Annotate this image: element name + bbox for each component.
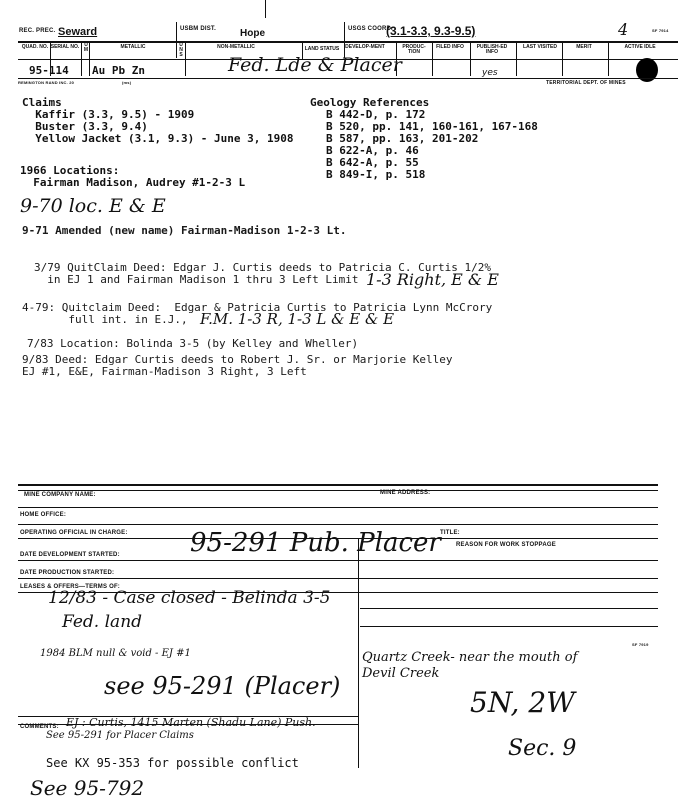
coord-hand: 5N, 2W <box>470 686 575 719</box>
handwritten-loc: 9-70 loc. E & E <box>20 195 166 217</box>
locations-line: Fairman Madison, Audrey #1-2-3 L <box>20 176 246 189</box>
quitclaim-479-b: full int. in E.J., <box>22 313 188 326</box>
metallic-value: Au Pb Zn <box>92 64 145 77</box>
geology-ref: B 442-D, p. 172 <box>326 108 426 121</box>
quartz-line-2: Devil Creek <box>362 666 440 681</box>
quitclaim-379-b: in EJ 1 and Fairman Madison 1 thru 3 Left Limit <box>34 273 359 286</box>
hand-big-number: 95-291 Pub. Placer <box>190 528 441 558</box>
hand-lease-1: 12/83 - Case closed - Belinda 3-5 <box>48 588 331 608</box>
top-tick <box>265 0 266 18</box>
usgs-coord-label: USGS COORD. <box>348 26 393 32</box>
claim-line: Buster (3.3, 9.4) <box>22 120 148 133</box>
card-code: SF 7914 <box>652 28 669 33</box>
deed-983-a: 9/83 Deed: Edgar Curtis deeds to Robert J. Sr. or Marjorie Kelley <box>22 353 453 366</box>
locations-heading: 1966 Locations: <box>20 164 120 177</box>
see-bottom: See 95-792 <box>30 776 145 800</box>
col-produc: PRODUC-TION <box>402 44 426 55</box>
comments-hand-2: See 95-291 for Placer Claims <box>46 730 194 741</box>
claims-heading: Claims <box>22 96 62 109</box>
col-serial: SERIAL NO. <box>50 44 80 50</box>
comments-hand-1: EJ : Curtis, 1415 Marten (Shadu Lane) Push. <box>66 716 316 729</box>
reason-label: REASON FOR WORK STOPPAGE <box>456 542 556 548</box>
col-develop: DEVELOP-MENT <box>345 44 385 50</box>
col-u2: U N S <box>179 42 183 58</box>
sec-hand: Sec. 9 <box>508 736 577 761</box>
usbm-dist-value: Hope <box>240 28 265 39</box>
location-783: 7/83 Location: Bolinda 3-5 (by Kelley and Wheller) <box>27 337 359 350</box>
col-lastvisited: LAST VISITED <box>523 44 557 50</box>
footer-left: REMINGTON RAND INC. 20 <box>18 80 75 85</box>
deed-983-b: EJ #1, E&E, Fairman-Madison 3 Right, 3 Left <box>22 365 307 378</box>
quitclaim-479-a: 4-79: Quitclaim Deed: Edgar & Patricia Curtis to Patricia Lynn McCrory <box>22 301 493 314</box>
quartz-line-1: Quartz Creek- near the mouth of <box>362 650 578 665</box>
geology-ref: B 642-A, p. 55 <box>326 156 419 169</box>
geology-ref: B 622-A, p. 46 <box>326 144 419 157</box>
locations-1966 <box>20 165 245 189</box>
comments-label: COMMENTS: <box>20 724 59 730</box>
col-land: LAND STATUS <box>304 46 340 52</box>
footer-right: TERRITORIAL DEPT. OF MINES <box>546 80 626 86</box>
hand-1984: 1984 BLM null & void - EJ #1 <box>40 648 191 659</box>
geology-ref: B 587, pp. 163, 201-202 <box>326 132 479 145</box>
lower-form <box>0 480 678 808</box>
date-dev-label: DATE DEVELOPMENT STARTED: <box>20 552 120 558</box>
quitclaim-479-hand: F.M. 1-3 R, 1-3 L & E & E <box>200 310 395 328</box>
col-nonmetallic: NON-METALLIC <box>217 44 255 50</box>
operating-official-label: OPERATING OFFICIAL IN CHARGE: <box>20 530 128 536</box>
col-filed: FILED INFO <box>436 44 464 50</box>
mine-address-label: MINE ADDRESS: <box>380 490 431 496</box>
geology-ref: B 520, pp. 141, 160-161, 167-168 <box>326 120 538 133</box>
corner-mark: 4 <box>618 20 629 39</box>
footer-mid: (ms) <box>122 80 132 85</box>
col-publish: PUBLISH-ED INFO <box>476 44 508 55</box>
conflict-note: See KX 95-353 for possible conflict <box>46 756 299 770</box>
quitclaim-379-a: 3/79 QuitClaim Deed: Edgar J. Curtis deeds to Patricia C. Curtis 1/2% <box>34 261 491 274</box>
header-block <box>0 22 678 88</box>
usgs-coord-value: (3.1-3.3, 9.3-9.5) <box>386 24 476 38</box>
publish-value: yes <box>482 68 498 78</box>
geology-ref: B 849-I, p. 518 <box>326 168 426 181</box>
rec-prec-label: REC. PREC. <box>19 28 56 34</box>
amended-note: 9-71 Amended (new name) Fairman-Madison 1-2-3 Lt. <box>22 224 347 237</box>
land-handwritten: Fed. Lde & Placer <box>228 54 402 76</box>
date-prod-label: DATE PRODUCTION STARTED: <box>20 570 115 576</box>
rec-prec-value: Seward <box>58 26 98 38</box>
col-merit: MERIT <box>576 44 592 50</box>
claim-line: Yellow Jacket (3.1, 9.3) - June 3, 1908 <box>22 132 294 145</box>
home-office-label: HOME OFFICE: <box>20 512 67 518</box>
col-u1: U M <box>83 42 89 53</box>
col-active: ACTIVE IDLE <box>624 44 656 50</box>
title-label: TITLE: <box>440 530 460 536</box>
col-quad: QUAD. NO. <box>21 44 49 50</box>
col-metallic: METALLIC <box>120 44 146 50</box>
usbm-dist-label: USBM DIST. <box>180 26 217 32</box>
claim-line: Kaffir (3.3, 9.5) - 1909 <box>22 108 195 121</box>
quitclaim-379-hand: 1-3 Right, E & E <box>366 270 499 289</box>
claims-section <box>22 97 294 145</box>
hand-see-placer: see 95-291 (Placer) <box>104 672 341 700</box>
quad-serial-value: 95-114 <box>29 64 69 77</box>
geology-heading: Geology References <box>310 96 430 109</box>
geology-section <box>310 97 538 181</box>
hand-lease-2: Fed. land <box>62 612 143 632</box>
mine-company-label: MINE COMPANY NAME: <box>24 492 96 498</box>
card-code-2: SF 7919 <box>632 642 649 647</box>
leases-label: LEASES & OFFERS—TERMS OF: <box>20 584 121 590</box>
